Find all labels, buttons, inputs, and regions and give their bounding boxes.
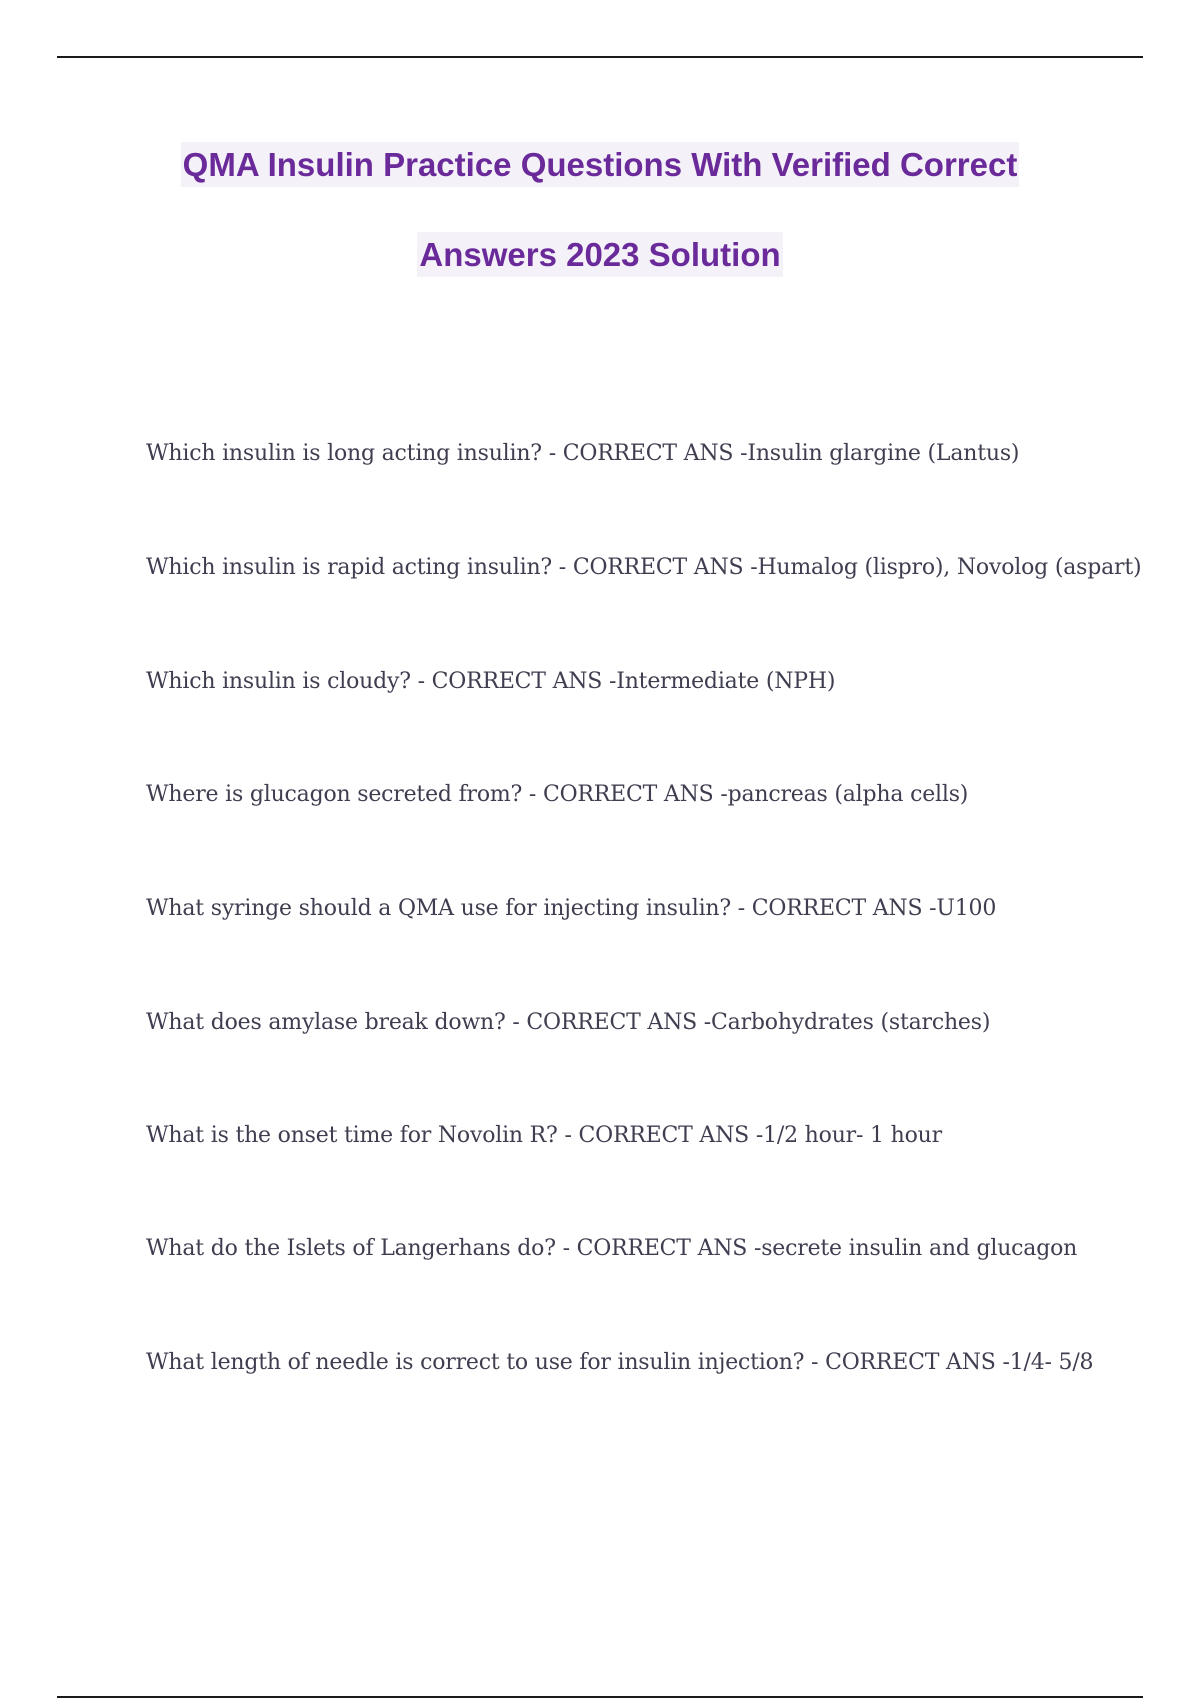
answer-separator: - CORRECT ANS - [804,1350,1010,1375]
document-title-line-2 [0,236,1200,274]
answer-separator: - CORRECT ANS - [552,555,758,580]
question-text: What syringe should a QMA use for injecting insulin? [146,896,731,921]
answer-separator: - CORRECT ANS - [410,669,617,694]
qa-item [146,441,1146,466]
bottom-divider [57,1696,1143,1698]
question-text: Which insulin is cloudy? [146,669,411,694]
qa-item [146,1010,1146,1035]
answer-text: pancreas (alpha cells) [727,782,969,807]
document-title-text-1: QMA Insulin Practice Questions With Verified Correct [181,142,1020,187]
answer-text: Intermediate (NPH) [616,669,836,694]
qa-item [146,669,1146,694]
question-text: What is the onset time for Novolin R? [146,1123,558,1148]
answer-text: 1/2 hour- 1 hour [763,1123,942,1148]
answer-text: 1/4- 5/8 [1009,1350,1094,1375]
question-text: What does amylase break down? [146,1010,506,1035]
answer-separator: - CORRECT ANS - [557,1123,764,1148]
question-text: Which insulin is rapid acting insulin? [146,555,553,580]
qa-item [146,1123,1146,1148]
qa-item [146,1350,1146,1375]
question-text: Which insulin is long acting insulin? [146,441,542,466]
qa-item [146,1236,1146,1261]
answer-separator: - CORRECT ANS - [730,896,937,921]
answer-text: Humalog (lispro), Novolog (aspart) [757,555,1142,580]
answer-separator: - CORRECT ANS - [505,1010,712,1035]
answer-text: Insulin glargine (Lantus) [747,441,1020,466]
question-text: Where is glucagon secreted from? [146,782,523,807]
answer-text: Carbohydrates (starches) [711,1010,991,1035]
answer-separator: - CORRECT ANS - [541,441,748,466]
qa-item [146,896,1146,921]
document-title-line-1 [0,146,1200,184]
qa-item [146,555,1146,580]
question-text: What length of needle is correct to use for insulin injection? [146,1350,805,1375]
top-divider [57,56,1143,58]
answer-separator: - CORRECT ANS - [522,782,728,807]
question-text: What do the Islets of Langerhans do? [146,1236,556,1261]
answer-text: secrete insulin and glucagon [761,1236,1078,1261]
answer-text: U100 [936,896,997,921]
qa-item [146,782,1146,807]
answer-separator: - CORRECT ANS - [555,1236,762,1261]
document-title-text-2: Answers 2023 Solution [417,232,782,277]
